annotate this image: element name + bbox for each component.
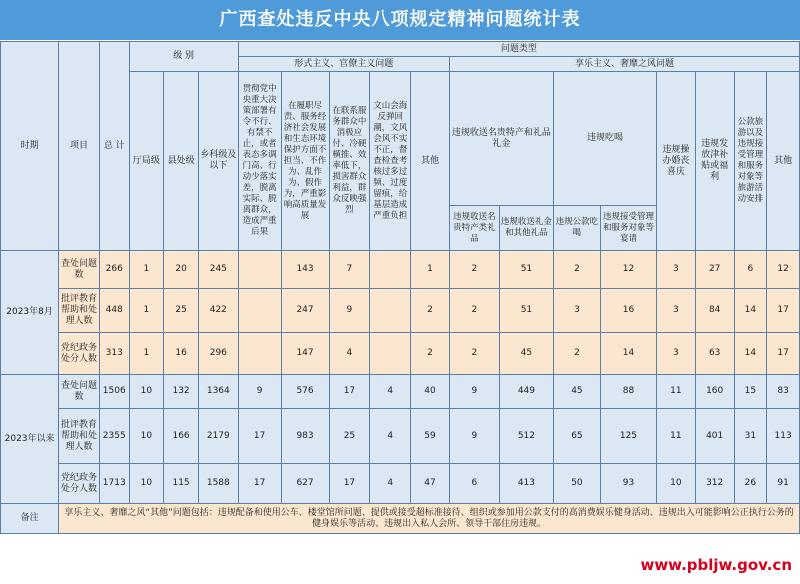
cell-xiangke: 296 [198,333,238,375]
cell-gift-a: 9 [449,375,499,409]
cell-ting: 10 [129,375,164,409]
period-label: 2023年8月 [1,251,59,375]
cell-wedding: 11 [657,409,696,464]
cell-eat-a: 2 [553,251,600,289]
header-level-xiangke: 乡科级及以下 [198,72,238,251]
cell-gift-a: 9 [449,409,499,464]
cell-eat-a: 3 [553,289,600,333]
note-text: 享乐主义、奢靡之风“其他”问题包括：违规配备和使用公车、楼堂馆所问题、提供或接受超标准接待、组织或参加用公款支付的高消费娱乐健身活动、违规出入可能影响公正执行公务的健身娱乐等活动、违规出入私人会所、领导干部住房违规。 [59,504,800,534]
cell-allowance: 160 [695,375,734,409]
cell-allowance: 27 [695,251,734,289]
cell-f3: 7 [329,251,370,289]
header-hedonism: 享乐主义、奢靡之风问题 [449,57,799,72]
note-label: 备注 [1,504,59,534]
cell-h-other: 83 [767,375,800,409]
cell-total: 1506 [99,375,129,409]
cell-xiangke: 1364 [198,375,238,409]
cell-wedding: 11 [657,375,696,409]
row-item: 党纪政务处分人数 [59,464,100,504]
cell-travel: 6 [734,251,767,289]
page-title: 广西查处违反中央八项规定精神问题统计表 [0,0,800,40]
cell-gift-b: 512 [499,409,553,464]
cell-total: 2355 [99,409,129,464]
header-formalism-3: 在联系服务群众中消极应付、冷硬横推、效率低下，损害群众利益，群众反映强烈 [329,72,370,251]
statistics-table [0,41,800,534]
cell-wedding: 3 [657,251,696,289]
header-gift-a: 违规收送名贵特产类礼品 [449,206,499,251]
cell-f2: 147 [281,333,329,375]
cell-f3: 17 [329,375,370,409]
header-issue-type: 问题类型 [238,42,799,57]
cell-travel: 26 [734,464,767,504]
cell-allowance: 312 [695,464,734,504]
header-level: 级 别 [129,42,238,72]
cell-allowance: 401 [695,409,734,464]
cell-h-other: 113 [767,409,800,464]
cell-f-other: 40 [411,375,450,409]
cell-total: 448 [99,289,129,333]
cell-h-other: 91 [767,464,800,504]
header-allowance: 违规发放津补贴或福利 [695,72,734,251]
cell-eat-a: 50 [553,464,600,504]
header-hedonism-other: 其他 [767,72,800,251]
cell-f2: 247 [281,289,329,333]
cell-gift-a: 6 [449,464,499,504]
header-period: 时期 [1,42,59,251]
cell-xian: 20 [164,251,199,289]
cell-ting: 10 [129,409,164,464]
cell-f-other: 1 [411,251,450,289]
cell-total: 1713 [99,464,129,504]
cell-xian: 166 [164,409,199,464]
cell-eat-a: 65 [553,409,600,464]
cell-f4: 4 [370,464,411,504]
cell-xiangke: 1588 [198,464,238,504]
cell-eat-a: 2 [553,333,600,375]
header-formalism: 形式主义、官僚主义问题 [238,57,449,72]
row-item: 批评教育帮助和处理人数 [59,409,100,464]
row-item: 批评教育帮助和处理人数 [59,289,100,333]
cell-allowance: 63 [695,333,734,375]
cell-travel: 14 [734,289,767,333]
cell-f4: 4 [370,375,411,409]
cell-gift-b: 449 [499,375,553,409]
header-eat-b: 违规接受管理和服务对象等宴请 [600,206,656,251]
header-eat: 违规吃喝 [553,72,656,206]
cell-ting: 1 [129,251,164,289]
cell-travel: 15 [734,375,767,409]
cell-f4: 4 [370,409,411,464]
row-item: 党纪政务处分人数 [59,333,100,375]
header-level-ting: 厅局级 [129,72,164,251]
cell-eat-b: 16 [600,289,656,333]
header-eat-a: 违规公款吃喝 [553,206,600,251]
header-total: 总 计 [99,42,129,251]
cell-gift-b: 51 [499,289,553,333]
header-level-xian: 县处级 [164,72,199,251]
cell-gift-b: 45 [499,333,553,375]
header-gift-b: 违规收送礼金和其他礼品 [499,206,553,251]
cell-f2: 576 [281,375,329,409]
cell-eat-b: 88 [600,375,656,409]
cell-wedding: 3 [657,333,696,375]
row-item: 查处问题数 [59,251,100,289]
header-item: 项目 [59,42,100,251]
header-formalism-4: 文山会海反弹回潮，文风会风不实不正，督查检查考核过多过频、过度留痕，给基层造成严重负担 [370,72,411,251]
header-travel: 公款旅游以及违规接受管理和服务对象等旅游活动安排 [734,72,767,251]
header-wedding: 违规操办婚丧喜庆 [657,72,696,251]
cell-f4 [370,289,411,333]
cell-eat-a: 45 [553,375,600,409]
cell-gift-b: 413 [499,464,553,504]
site-watermark: www.pbljw.gov.cn [640,556,792,574]
cell-f-other: 47 [411,464,450,504]
cell-wedding: 10 [657,464,696,504]
cell-h-other: 12 [767,251,800,289]
cell-f2: 143 [281,251,329,289]
cell-travel: 31 [734,409,767,464]
cell-eat-b: 14 [600,333,656,375]
cell-allowance: 84 [695,289,734,333]
cell-h-other: 17 [767,333,800,375]
header-formalism-2: 在履职尽责、服务经济社会发展和生态环境保护方面不担当、不作为、乱作为、假作为，严重影响高质量发展 [281,72,329,251]
cell-f1 [238,251,281,289]
row-item: 查处问题数 [59,375,100,409]
cell-f-other: 59 [411,409,450,464]
cell-f2: 983 [281,409,329,464]
cell-f1: 17 [238,464,281,504]
cell-f1 [238,333,281,375]
cell-wedding: 3 [657,289,696,333]
cell-f4 [370,333,411,375]
cell-f3: 25 [329,409,370,464]
header-formalism-1: 贯彻党中央重大决策部署有令不行、有禁不止，或者表态多调门高、行动少落实差，脱离实际、脱离群众，造成严重后果 [238,72,281,251]
cell-xiangke: 245 [198,251,238,289]
cell-xian: 25 [164,289,199,333]
cell-gift-a: 2 [449,289,499,333]
cell-travel: 14 [734,333,767,375]
cell-eat-b: 93 [600,464,656,504]
cell-ting: 10 [129,464,164,504]
cell-f3: 17 [329,464,370,504]
cell-gift-a: 2 [449,251,499,289]
cell-total: 313 [99,333,129,375]
cell-f-other: 2 [411,333,450,375]
cell-xiangke: 2179 [198,409,238,464]
cell-gift-b: 51 [499,251,553,289]
cell-xian: 115 [164,464,199,504]
cell-xian: 16 [164,333,199,375]
cell-f3: 9 [329,289,370,333]
cell-xian: 132 [164,375,199,409]
cell-f1 [238,289,281,333]
cell-xiangke: 422 [198,289,238,333]
cell-f1: 9 [238,375,281,409]
cell-f4 [370,251,411,289]
cell-gift-a: 2 [449,333,499,375]
cell-f-other: 2 [411,289,450,333]
header-gift: 违规收送名贵特产和礼品礼金 [449,72,553,206]
cell-total: 266 [99,251,129,289]
cell-h-other: 17 [767,289,800,333]
cell-ting: 1 [129,289,164,333]
cell-f2: 627 [281,464,329,504]
header-formalism-other: 其他 [411,72,450,251]
period-label: 2023年以来 [1,375,59,504]
cell-eat-b: 12 [600,251,656,289]
cell-eat-b: 125 [600,409,656,464]
cell-f3: 4 [329,333,370,375]
cell-f1: 17 [238,409,281,464]
cell-ting: 1 [129,333,164,375]
